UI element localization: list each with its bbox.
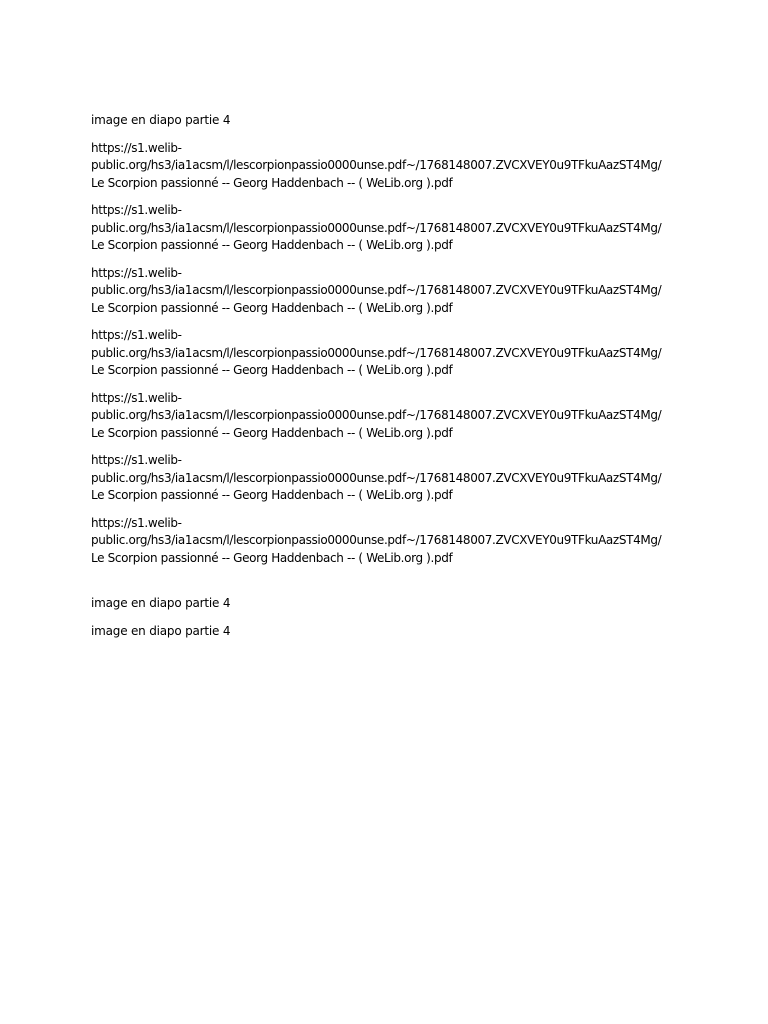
link-line: https://s1.welib- bbox=[91, 140, 182, 155]
paragraph-heading-bottom-1: image en diapo partie 4 bbox=[91, 596, 231, 610]
link-paragraph bbox=[91, 390, 691, 443]
link-paragraph bbox=[91, 265, 691, 318]
link-line: Le Scorpion passionné -- Georg Haddenbach -- ( WeLib.org ).pdf bbox=[91, 238, 453, 252]
link-line: https://s1.welib- bbox=[91, 328, 182, 342]
link-line: Le Scorpion passionné -- Georg Haddenbach -- ( WeLib.org ).pdf bbox=[91, 175, 453, 190]
link-line: public.org/hs3/ia1acsm/l/lescorpionpassio0000unse.pdf~/1768148007.ZVCXVEY0u9TFkuAazST4Mg/ bbox=[91, 533, 662, 547]
paragraph-heading-bottom-2: image en diapo partie 4 bbox=[91, 623, 231, 638]
link-line: public.org/hs3/ia1acsm/l/lescorpionpassio0000unse.pdf~/1768148007.ZVCXVEY0u9TFkuAazST4Mg/ bbox=[91, 408, 662, 422]
link-line: Le Scorpion passionné -- Georg Haddenbach -- ( WeLib.org ).pdf bbox=[91, 550, 453, 565]
link-paragraph bbox=[91, 202, 691, 255]
link-line: public.org/hs3/ia1acsm/l/lescorpionpassio0000unse.pdf~/1768148007.ZVCXVEY0u9TFkuAazST4Mg/ bbox=[91, 345, 662, 360]
link-line: Le Scorpion passionné -- Georg Haddenbach -- ( WeLib.org ).pdf bbox=[91, 363, 453, 377]
link-line: Le Scorpion passionné -- Georg Haddenbach -- ( WeLib.org ).pdf bbox=[91, 425, 453, 440]
link-line: public.org/hs3/ia1acsm/l/lescorpionpassio0000unse.pdf~/1768148007.ZVCXVEY0u9TFkuAazST4Mg/ bbox=[91, 220, 662, 235]
link-line: https://s1.welib- bbox=[91, 515, 182, 530]
link-paragraph bbox=[91, 327, 691, 380]
link-paragraph bbox=[91, 452, 691, 505]
empty-paragraph bbox=[91, 577, 691, 595]
link-line: https://s1.welib- bbox=[91, 453, 182, 467]
link-line: Le Scorpion passionné -- Georg Haddenbach -- ( WeLib.org ).pdf bbox=[91, 300, 453, 315]
link-line: https://s1.welib- bbox=[91, 265, 182, 280]
paragraph-heading-top: image en diapo partie 4 bbox=[91, 113, 231, 127]
link-line: public.org/hs3/ia1acsm/l/lescorpionpassio0000unse.pdf~/1768148007.ZVCXVEY0u9TFkuAazST4Mg/ bbox=[91, 158, 662, 172]
link-line: https://s1.welib- bbox=[91, 390, 182, 405]
link-line: public.org/hs3/ia1acsm/l/lescorpionpassio0000unse.pdf~/1768148007.ZVCXVEY0u9TFkuAazST4Mg/ bbox=[91, 470, 662, 485]
link-paragraph bbox=[91, 140, 691, 193]
link-line: Le Scorpion passionné -- Georg Haddenbach -- ( WeLib.org ).pdf bbox=[91, 488, 453, 502]
link-line: public.org/hs3/ia1acsm/l/lescorpionpassio0000unse.pdf~/1768148007.ZVCXVEY0u9TFkuAazST4Mg/ bbox=[91, 283, 662, 297]
link-line: https://s1.welib- bbox=[91, 203, 182, 217]
document-body bbox=[91, 112, 691, 650]
link-paragraph bbox=[91, 515, 691, 568]
